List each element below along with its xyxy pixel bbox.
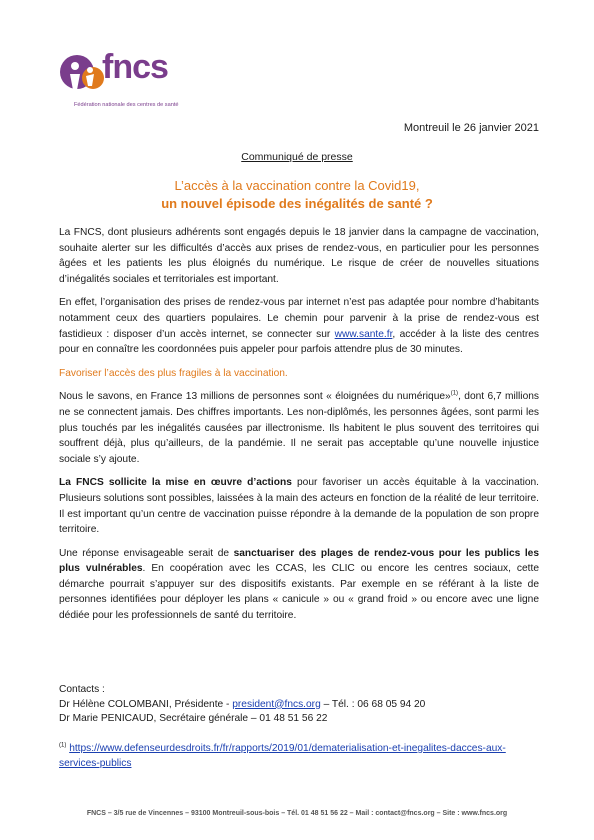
contact-president-phone: – Tél. : 06 68 05 94 20	[320, 698, 426, 710]
contacts-label: Contacts :	[59, 684, 105, 695]
contact-president-name: Dr Hélène COLOMBANI, Présidente -	[59, 698, 233, 710]
paragraph-4-text: pour favoriser un accès équitable à la vaccination. Plusieurs solutions sont possibles, laissées à la main des acteurs en fonction de la réalité de leur territoire. Il est important qu’un centre de vaccination puisse répondre à la demande de la population de son propre territoire.	[59, 477, 539, 536]
paragraph-4	[59, 475, 539, 537]
contacts-block	[59, 683, 425, 727]
paragraph-2-text-before: En effet, l’organisation des prises de rendez-vous par internet n’est pas adaptée pour nombre d’habitants notamment ceux des quartiers populaires. Le chemin pour parvenir à la prise de rendez-vous est fastidieux : disposer d’un accès internet, se connecter sur	[59, 297, 539, 340]
logo-tagline: Fédération nationale des centres de santé	[74, 102, 179, 108]
page-footer: FNCS – 3/5 rue de Vincennes – 93100 Montreuil-sous-bois – Tél. 01 48 51 56 22 – Mail : contact@fncs.org – Site : www.fncs.org	[86, 810, 508, 817]
document-date: Montreuil le 26 janvier 2021	[403, 122, 539, 134]
president-email-link[interactable]: president@fncs.org	[232, 698, 321, 710]
fncs-logo	[58, 50, 198, 110]
footnote-ref: (1)	[450, 390, 459, 397]
title-line-2: un nouvel épisode des inégalités de santé ?	[161, 196, 433, 211]
paragraph-4-bold: La FNCS sollicite la mise en œuvre d’actions	[59, 477, 292, 489]
footnote-link[interactable]: https://www.defenseurdesdroits.fr/fr/rapports/2019/01/dematerialisation-et-inegalites-dacces-aux-services-publics	[59, 743, 506, 769]
paragraph-2-text-after: , accéder à la liste des centres pour en connaître les coordonnées puis appeler pour parfois attendre plus de 30 minutes.	[59, 328, 539, 356]
paragraph-5	[59, 546, 539, 624]
logo-figures-icon	[58, 50, 106, 106]
paragraph-1: La FNCS, dont plusieurs adhérents sont engagés depuis le 18 janvier dans la campagne de vaccination, souhaite alerter sur les difficultés d’accès aux prises de rendez-vous, en particulier pour les personnes âgées et les patients les plus éloignés du numérique. Le risque de créer de nouvelles situations d’inégalités sociales et territoriales est important.	[59, 227, 539, 285]
contact-line-secretary: Dr Marie PENICAUD, Secrétaire générale – 01 48 51 56 22	[59, 713, 328, 724]
sante-fr-link[interactable]: www.sante.fr	[334, 328, 393, 340]
document-title	[0, 177, 594, 213]
footnote-number: (1)	[59, 742, 67, 749]
title-line-1: L’accès à la vaccination contre la Covid19,	[174, 178, 420, 193]
paragraph-5-text-before: Une réponse envisageable serait de	[59, 547, 234, 559]
paragraph-3-text-before: Nous le savons, en France 13 millions de personnes sont « éloignées du numérique»	[59, 391, 451, 403]
contact-line-president	[59, 698, 425, 713]
section-subheading: Favoriser l’accès des plus fragiles à la vaccination.	[59, 367, 288, 379]
paragraph-2	[59, 295, 539, 357]
paragraph-5-bold: sanctuariser des plages de rendez-vous pour les publics les plus vulnérables	[59, 547, 539, 575]
press-release-label: Communiqué de presse	[241, 151, 353, 163]
paragraph-3	[59, 389, 539, 467]
logo-wordmark: fncs	[102, 48, 168, 86]
footnote	[59, 741, 539, 771]
paragraph-5-text-after: . En coopération avec les CCAS, les CLIC ou encore les centres sociaux, cette démarche pourrait s’appuyer sur des dispositifs existants. Par exemple en se référant à la liste de personnes identifiées pour déployer les plans « canicule » ou « grand froid » ou encore avec une ligne dédiée pour les professionnels de santé du territoire.	[59, 563, 539, 622]
body-text	[59, 225, 539, 632]
paragraph-3-text-after: , dont 6,7 millions ne se connectent jamais. Des chiffres importants. Les non-diplômés, les personnes âgées, sont parmi les plus touchés par les inégalités causées par illectronisme. Ils habitent le plus souvent des territoires qui souffrent déjà, plus qu’ailleurs, de la pandémie. Il ne serait pas acceptable qu’une nouvelle injustice sociale s’y ajoute.	[59, 391, 539, 465]
